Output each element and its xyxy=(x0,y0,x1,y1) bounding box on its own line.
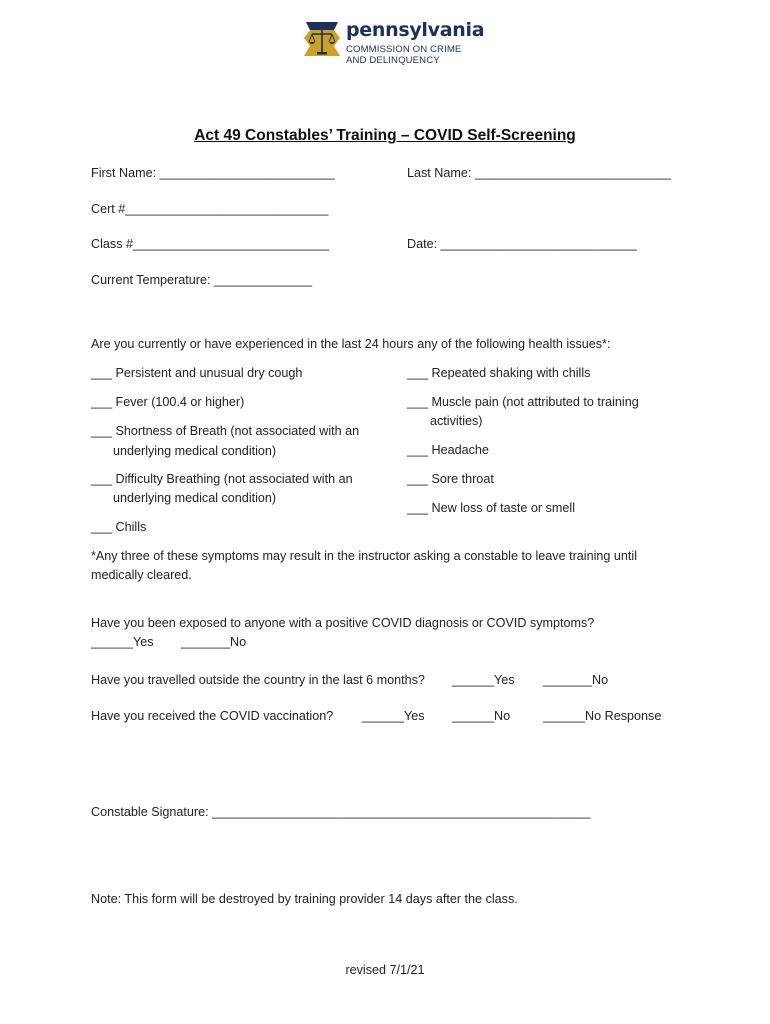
vaccine-yes[interactable]: ______Yes xyxy=(362,709,425,723)
symptom-fever[interactable]: ___ Fever (100.4 or higher) xyxy=(91,395,245,409)
vaccine-no-response[interactable]: ______No Response xyxy=(543,709,662,723)
symptom-note-line2: medically cleared. xyxy=(91,568,192,582)
symptom-muscle-pain-cont: activities) xyxy=(430,414,483,428)
symptom-muscle-pain[interactable]: ___ Muscle pain (not attributed to training xyxy=(407,395,639,409)
symptom-difficulty-breathing[interactable]: ___ Difficulty Breathing (not associated with an xyxy=(91,472,353,486)
symptom-chills[interactable]: ___ Chills xyxy=(91,520,147,534)
exposure-yes[interactable]: ______Yes xyxy=(91,635,154,649)
form-title: Act 49 Constables’ Training – COVID Self-Screening xyxy=(194,127,576,144)
class-field[interactable]: Class #____________________________ xyxy=(91,237,330,251)
cert-field[interactable]: Cert #_____________________________ xyxy=(91,202,329,216)
symptom-shaking[interactable]: ___ Repeated shaking with chills xyxy=(407,366,591,380)
symptom-difficulty-breathing-cont: underlying medical condition) xyxy=(113,491,277,505)
symptom-shortness-of-breath-cont: underlying medical condition) xyxy=(113,444,277,458)
logo-wordmark: pennsylvania xyxy=(346,19,485,41)
symptom-note-line1: *Any three of these symptoms may result in the instructor asking a constable to leave training until xyxy=(91,549,638,563)
symptom-headache[interactable]: ___ Headache xyxy=(407,443,489,457)
date-field[interactable]: Date: ____________________________ xyxy=(407,237,637,251)
exposure-question: Have you been exposed to anyone with a positive COVID diagnosis or COVID symptoms? xyxy=(91,616,595,630)
destruction-note: Note: This form will be destroyed by training provider 14 days after the class. xyxy=(91,892,518,906)
revision-date: revised 7/1/21 xyxy=(345,963,425,977)
travel-question: Have you travelled outside the country in the last 6 months? xyxy=(91,673,425,687)
symptom-sore-throat[interactable]: ___ Sore throat xyxy=(407,472,494,486)
first-name-field[interactable]: First Name: _________________________ xyxy=(91,166,335,180)
signature-field[interactable]: Constable Signature: ______________________________________________________ xyxy=(91,805,591,819)
vaccine-no[interactable]: ______No xyxy=(452,709,511,723)
vaccine-question: Have you received the COVID vaccination? xyxy=(91,709,334,723)
pccd-logo xyxy=(300,18,500,68)
symptom-taste-smell[interactable]: ___ New loss of taste or smell xyxy=(407,501,575,515)
logo-subtitle-line2: AND DELINQUENCY xyxy=(346,55,440,66)
last-name-field[interactable]: Last Name: ____________________________ xyxy=(407,166,672,180)
health-question: Are you currently or have experienced in the last 24 hours any of the following health issues*: xyxy=(91,337,611,351)
temperature-field[interactable]: Current Temperature: ______________ xyxy=(91,273,313,287)
travel-no[interactable]: _______No xyxy=(543,673,609,687)
symptom-shortness-of-breath[interactable]: ___ Shortness of Breath (not associated with an xyxy=(91,424,360,438)
travel-yes[interactable]: ______Yes xyxy=(452,673,515,687)
symptom-cough[interactable]: ___ Persistent and unusual dry cough xyxy=(91,366,303,380)
exposure-no[interactable]: _______No xyxy=(181,635,247,649)
keystone-scales-icon xyxy=(300,20,344,64)
logo-subtitle-line1: COMMISSION ON CRIME xyxy=(346,44,462,55)
